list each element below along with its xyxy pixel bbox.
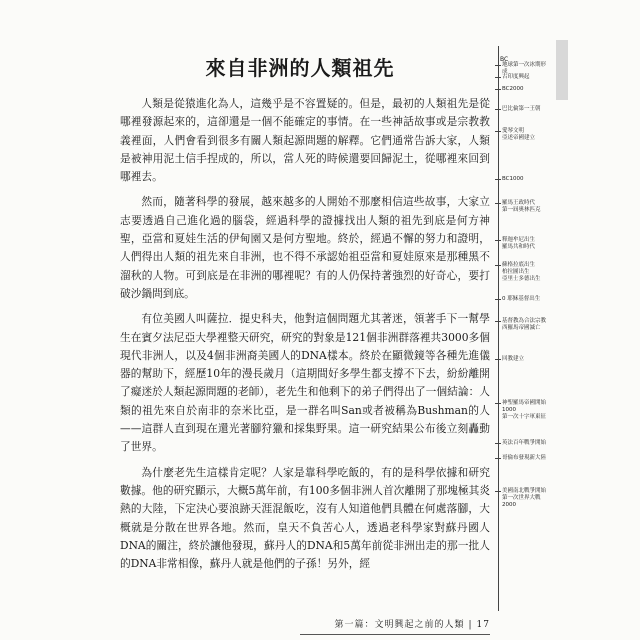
paragraph: 人類是從猿進化為人，這幾乎是不容置疑的。但是，最初的人類祖先是從哪裡發源起來的，這卻還是一個不能確定的事情。在一些神話故事或是宗教教義裡面，人們會看到很多有關人類起源問題的解釋。它們通常告訴大家，人類是被神用泥土信手捏成的，所以，當人死的時候還要回歸泥土，從哪裡來回到哪裡去。	[120, 97, 490, 184]
timeline-entry	[490, 74, 550, 81]
timeline-tick	[495, 179, 501, 180]
timeline-label: 美國南北戰爭開始 第一次世界大戰 2000	[502, 488, 547, 508]
timeline-label: 基督教為合法宗教 西羅馬帝國滅亡	[502, 318, 547, 331]
timeline-tick	[495, 321, 501, 322]
timeline-entry	[490, 237, 550, 251]
timeline-entry	[490, 296, 550, 303]
page-number: 17	[476, 620, 490, 630]
timeline-entry	[490, 128, 550, 142]
timeline-tick	[495, 403, 501, 404]
page-footer: 第一篇：文明興起之前的人類 | 17	[334, 620, 490, 630]
footer-part-label: 第一篇：文明興起之前的人類	[334, 620, 465, 630]
timeline-tick	[495, 265, 501, 266]
timeline-tick	[495, 203, 501, 204]
timeline-label: 羅馬王政時代 第一屆奧林匹克	[502, 200, 541, 213]
timeline-tick	[495, 89, 501, 90]
timeline-tick	[495, 299, 501, 300]
timeline-tick	[495, 458, 501, 459]
timeline-label: BC1000	[502, 176, 524, 182]
timeline-label: BC2000	[502, 86, 524, 92]
footer-rule	[300, 634, 490, 635]
timeline-top-label: BC	[500, 56, 509, 63]
timeline-tick	[495, 131, 501, 132]
timeline-entry	[490, 488, 550, 509]
timeline-tick	[495, 77, 501, 78]
timeline-entry	[490, 455, 550, 462]
timeline-label: 蘇格拉底出生 柏拉圖出生 亞里士多德出生	[502, 262, 541, 282]
timeline-entry	[490, 176, 550, 183]
timeline-tick	[495, 65, 501, 66]
timeline-tick	[495, 109, 501, 110]
timeline-entry	[490, 106, 550, 113]
timeline-entry	[490, 356, 550, 363]
timeline-entry	[490, 318, 550, 332]
timeline-label: 回教建立	[502, 356, 525, 362]
timeline-entry	[490, 262, 550, 283]
timeline-tick	[495, 491, 501, 492]
paragraph: 為什麼老先生這樣肯定呢？人家是靠科學吃飯的，有的是科學依據和研究數據。他的研究顯示，大概5萬年前，有100多個非洲人首次離開了那塊極其炎熱的大陸，下定決心要浪跡天涯混飯吃，沒有人知道他們具體在何處落腳，大概就是分散在世界各地。然而，皇天不負苦心人，透過老科學家對蘇丹國人DNA的關注，終於讓他發現，蘇丹人的DNA和5萬年前從非洲出走的那一批人的DNA非常相像，蘇丹人就是他們的子孫！另外，經	[120, 465, 490, 571]
timeline-tick	[495, 359, 501, 360]
timeline-label: 巴比倫第一王朝	[502, 106, 541, 112]
timeline-label: 0 耶穌基督出生	[502, 296, 541, 302]
paragraph: 然而，隨著科學的發展，越來越多的人開始不那麼相信這些故事，大家立志要透過自己進化過的腦袋，經過科學的證據找出人類的祖先到底是何方神聖，亞當和夏娃生活的伊甸園又是何方聖地。終於，經過不懈的努力和證明，人們得出人類的祖先來自非洲，也不得不承認始祖亞當和夏娃原來是那種黑不溜秋的人物。可到底是在非洲的哪裡呢？有的人仍保持著強烈的好奇心，要打破沙鍋問到底。	[120, 195, 490, 300]
paragraph: 有位美國人叫薩拉．提史科夫，他對這個問題尤其著迷，領著手下一幫學生在賓夕法尼亞大學裡整天研究，研究的對象是121個非洲群落裡共3000多個現代非洲人，以及4個非洲裔美國人的DNA樣本。終於在顯微鏡等各種先進儀器的幫助下，經歷10年的漫長歲月（這期間好多學生都支撐不下去，紛紛離開了癡迷於人類起源問題的老師），老先生和他剩下的弟子們得出了一個結論：人類的祖先來自於南非的奈米比亞，是一群名叫San或者被稱為Bushman的人——這群人直到現在還光著腳狩獵和採集野果。這一研究結果公布後立刻轟動了世界。	[120, 312, 490, 454]
timeline-entry	[490, 440, 550, 447]
timeline-label: 釋迦牟尼出生 羅馬共和時代	[502, 237, 536, 250]
timeline-label: 愛琴文明 亞述帝國建立	[502, 128, 536, 141]
page-scroll-tab[interactable]	[556, 40, 568, 100]
timeline-tick	[495, 443, 501, 444]
timeline-label: 英法百年戰爭開始	[502, 440, 547, 446]
timeline-label: 哥倫布發現新大陸	[502, 455, 547, 461]
timeline-entry	[490, 200, 550, 214]
timeline-tick	[495, 240, 501, 241]
body-text	[120, 95, 490, 580]
chapter-title: 來自非洲的人類祖先	[205, 56, 395, 80]
timeline-label: 古印度興起	[502, 74, 530, 80]
timeline-label: 神聖羅馬帝國開始 1000 第一次十字軍東征	[502, 400, 547, 420]
timeline-entry	[490, 400, 550, 421]
timeline-label: 地球第一次冰期形成	[502, 62, 547, 75]
timeline-entry	[490, 86, 550, 93]
